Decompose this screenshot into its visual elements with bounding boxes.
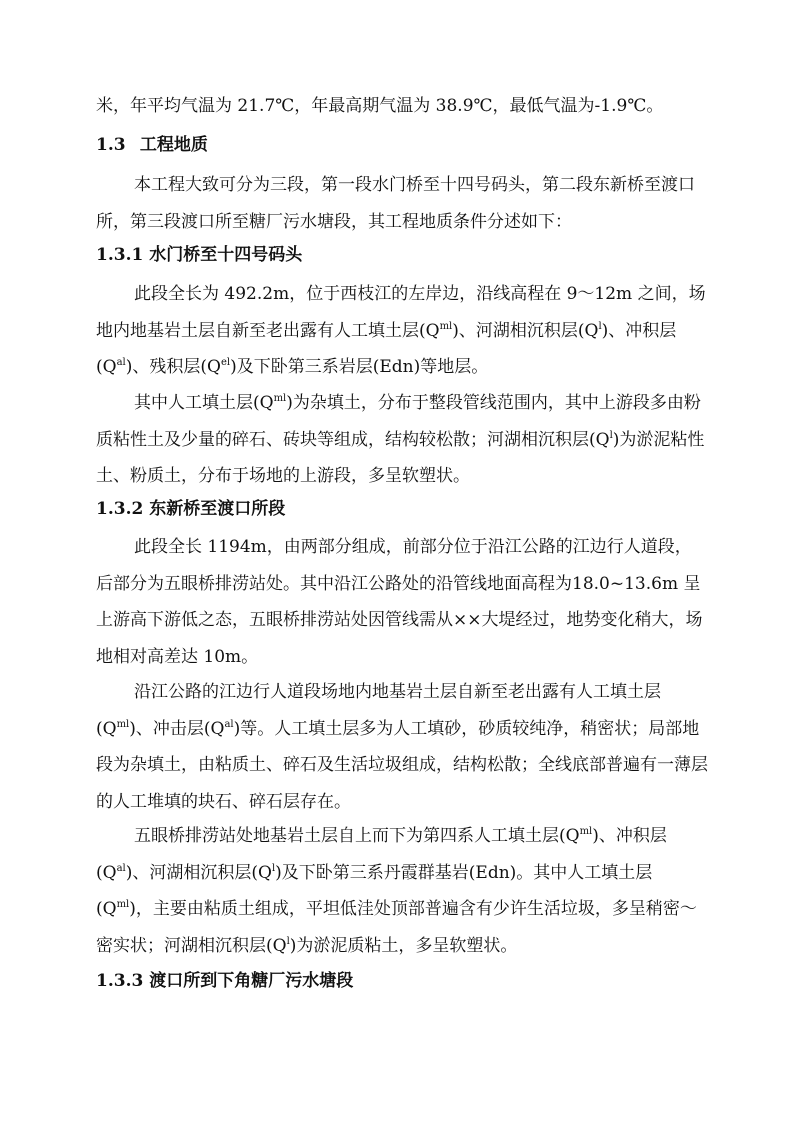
heading-1-3-2 [96,497,285,521]
paragraph-section-1-3-2-a: 此段全长 1194m，由两部分组成，前部分位于沿江公路的江边行人道段，后部分为五眼桥排涝站处。其中沿江公路处的沿管线地面高程为18.0~13.6m 呈上游高下游低之态，五眼桥排涝站处因管线需从××大堤经过，地势变化稍大，场地相对高差达 10m。 [96,537,703,667]
paragraph-climate: 米，年平均气温为 21.7℃，年最高期气温为 38.9℃，最低气温为-1.9℃。 [96,96,664,116]
superscript: el [220,357,231,368]
heading-1-3-1 [96,243,302,267]
heading-title: 渡口所到下角糖厂污水塘段 [149,971,354,991]
heading-1-3 [96,133,208,157]
superscript: al [116,862,126,874]
superscript: ml [273,393,287,404]
paragraph-section-1-3-1-a: 此段全长为 492.2m，位于西枝江的左岸边，沿线高程在 9～12m 之间，场地内地基岩土层自新至老出露有人工填土层$(Q^{ml})$、河湖相沉积层$(Q^l)$、冲积层$(Q^{al})$、残积层$(Q^{el})$及下卧第三系岩层(Edn)等地层。 [96,284,706,377]
superscript: ml [116,718,130,730]
superscript: al [116,357,126,368]
superscript: l [286,935,290,947]
heading-title: 水门桥至十四号码头 [149,245,303,265]
heading-number: 1.3.2 [96,499,144,519]
superscript: l [598,320,602,332]
heading-number: 1.3.1 [96,245,144,265]
heading-title: 东新桥至渡口所段 [149,499,286,519]
heading-number: 1.3 [96,135,126,155]
paragraph-section-1-3-2-c: 五眼桥排涝站处地基岩土层自上而下为第四系人工填土层$(Q^{ml})$、冲积层$(Q^{al})$、河湖相沉积层$(Q^l)$及下卧第三系丹霞群基岩(Edn)。其中人工填土层$(Q^{ml})$，主要由粘质土组成，平坦低洼处顶部普遍含有少许生活垃圾，多呈稍密～密实状；河湖相沉积层$(Q^l)$为淤泥质粘土，多呈软塑状。 [96,826,697,956]
superscript: ml [439,320,453,332]
superscript: ml [116,899,130,910]
heading-title: 工程地质 [139,135,208,155]
superscript: ml [579,826,593,837]
heading-1-3-3 [96,969,353,993]
superscript: l [609,429,613,441]
paragraph-section-1-3-1-b: 其中人工填土层$(Q^{ml})$为杂填土，分布于整段管线范围内，其中上游段多由粉质粘性土及少量的碎石、砖块等组成，结构较松散；河湖相沉积层$(Q^l)$为淤泥粘性土、粉质土，分布于场地的上游段，多呈软塑状。 [96,393,705,486]
paragraph-section-1-3-2-b: 沿江公路的江边行人道段场地内地基岩土层自新至老出露有人工填土层$(Q^{ml})$、冲击层$(Q^{al})$等。人工填土层多为人工填砂，砂质较纯净，稍密状；局部地段为杂填土，由粘质土、碎石及生活垃圾组成，结构松散；全线底部普遍有一薄层的人工堆填的块石、碎石层存在。 [96,682,708,812]
superscript: l [271,862,276,874]
superscript: al [224,718,234,730]
paragraph-overview: 本工程大致可分为三段，第一段水门桥至十四号码头，第二段东新桥至渡口所，第三段渡口所至糖厂污水塘段，其工程地质条件分述如下： [96,175,695,232]
heading-number: 1.3.3 [96,971,144,991]
